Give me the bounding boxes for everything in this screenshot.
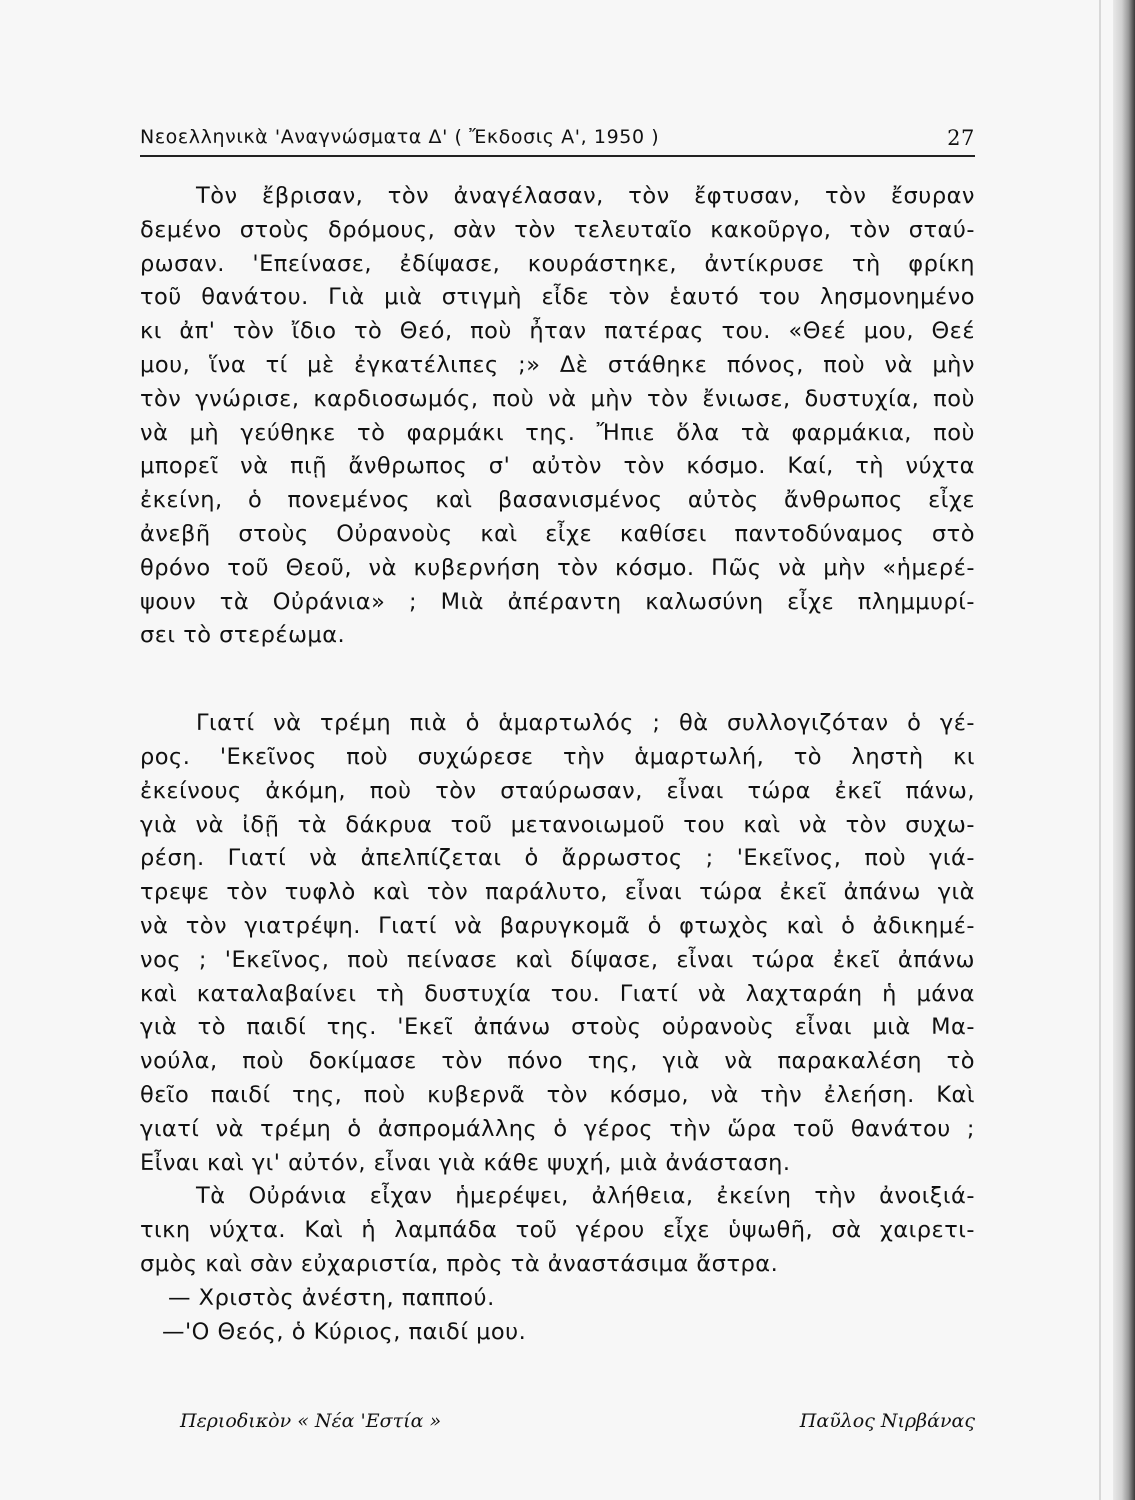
text-line: νούλα, ποὺ δοκίμασε τὸν πόνο της, γιὰ νὰ παρακαλέση τὸ [140, 1048, 975, 1075]
text-line: γιὰ νὰ ἰδῇ τὰ δάκρυα τοῦ μετανοιωμοῦ του καὶ νὰ τὸν συχω- [140, 811, 975, 838]
paragraph-gap [140, 653, 975, 707]
text-line: —'Ο Θεός, ὁ Κύριος, παιδί μου. [162, 1318, 527, 1345]
page-number: 27 [947, 126, 975, 150]
paragraph [140, 1282, 975, 1316]
running-header [140, 126, 975, 156]
paragraph [140, 180, 975, 653]
source-credit: Περιοδικὸν « Νέα 'Εστία » [180, 1410, 442, 1432]
text-line: ρος. 'Εκεῖνος ποὺ συχώρεσε τὴν ἁμαρτωλή, τὸ ληστὴ κι [140, 743, 975, 770]
header-rule [140, 155, 975, 157]
text-line: Γιατί νὰ τρέμη πιὰ ὁ ἁμαρτωλός ; θὰ συλλογιζόταν ὁ γέ- [196, 710, 975, 737]
paragraph [140, 707, 975, 1180]
text-line: ρωσαν. 'Επείνασε, ἐδίψασε, κουράστηκε, ἀντίκρυσε τὴ φρίκη [140, 250, 975, 277]
text-line: ρέση. Γιατί νὰ ἀπελπίζεται ὁ ἄρρωστος ; 'Εκεῖνος, ποὺ γιά- [140, 845, 975, 872]
page-fold-line [1099, 0, 1101, 1500]
text-line: κι ἀπ' τὸν ἴδιο τὸ Θεό, ποὺ ἦταν πατέρας του. «Θεέ μου, Θεέ [140, 318, 975, 345]
footer [140, 1410, 975, 1446]
text-line: γιατί νὰ τρέμη ὁ ἀσπρομάλλης ὁ γέρος τὴν ὥρα τοῦ θανάτου ; [140, 1115, 975, 1142]
text-line: Τὸν ἔβρισαν, τὸν ἀναγέλασαν, τὸν ἔφτυσαν, τὸν ἔσυραν [196, 183, 975, 209]
text-line: γιὰ τὸ παιδί της. 'Εκεῖ ἀπάνω στοὺς οὐρανοὺς εἶναι μιὰ Μα- [140, 1014, 975, 1041]
text-line: τὸν γνώρισε, καρδιοσωμός, ποὺ νὰ μὴν τὸν ἔνιωσε, δυστυχία, ποὺ [140, 385, 975, 412]
text-line: ἐκείνους ἀκόμη, ποὺ τὸν σταύρωσαν, εἶναι τώρα ἐκεῖ πάνω, [140, 777, 975, 804]
text-line: νος ; 'Εκεῖνος, ποὺ πείνασε καὶ δίψασε, εἶναι τώρα ἐκεῖ ἀπάνω [140, 946, 975, 973]
page-edge-shadow [1113, 0, 1135, 1500]
running-title: Νεοελληνικὰ 'Αναγνώσματα Δ' ( Ἔκδοσις Α', 1950 ) [140, 126, 660, 148]
text-line: νὰ μὴ γεύθηκε τὸ φαρμάκι της. Ἤπιε ὅλα τὰ φαρμάκια, ποὺ [140, 419, 975, 446]
text-line: ἀνεβῆ στοὺς Οὐρανοὺς καὶ εἶχε καθίσει παντοδύναμος στὸ [140, 520, 975, 547]
text-line: ἐκείνη, ὁ πονεμένος καὶ βασανισμένος αὐτὸς ἄνθρωπος εἶχε [140, 487, 975, 514]
paragraph [140, 1316, 975, 1350]
text-line: θεῖο παιδί της, ποὺ κυβερνᾶ τὸν κόσμο, νὰ τὴν ἐλεήση. Καὶ [140, 1081, 975, 1108]
text-line: δεμένο στοὺς δρόμους, σὰν τὸν τελευταῖο κακοῦργο, τὸν σταύ- [140, 216, 975, 243]
text-line: Εἶναι καὶ γι' αὐτόν, εἶναι γιὰ κάθε ψυχή, μιὰ ἀνάσταση. [140, 1149, 791, 1176]
text-line: — Χριστὸς ἀνέστη, παππού. [168, 1284, 495, 1311]
text-line: μου, ἵνα τί μὲ ἐγκατέλιπες ;» Δὲ στάθηκε πόνος, ποὺ νὰ μὴν [140, 351, 975, 378]
body-text [140, 180, 975, 1349]
text-line: νὰ τὸν γιατρέψη. Γιατί νὰ βαρυγκομᾶ ὁ φτωχὸς καὶ ὁ ἀδικημέ- [140, 912, 975, 939]
text-line: μπορεῖ νὰ πιῇ ἄνθρωπος σ' αὐτὸν τὸν κόσμο. Καί, τὴ νύχτα [140, 453, 975, 480]
text-line: σει τὸ στερέωμα. [140, 622, 346, 649]
text-line: σμὸς καὶ σὰν εὐχαριστία, πρὸς τὰ ἀναστάσιμα ἄστρα. [140, 1250, 779, 1277]
text-line: τοῦ θανάτου. Γιὰ μιὰ στιγμὴ εἶδε τὸν ἑαυτό του λησμονημένο [140, 284, 975, 311]
text-line: τρεψε τὸν τυφλὸ καὶ τὸν παράλυτο, εἶναι τώρα ἐκεῖ ἀπάνω γιὰ [140, 879, 975, 906]
text-line: Τὰ Οὐράνια εἶχαν ἡμερέψει, ἀλήθεια, ἐκείνη τὴν ἀνοιξιά- [196, 1183, 975, 1210]
text-line: θρόνο τοῦ Θεοῦ, νὰ κυβερνήση τὸν κόσμο. Πῶς νὰ μὴν «ἡμερέ- [140, 554, 975, 581]
text-line: καὶ καταλαβαίνει τὴ δυστυχία του. Γιατί νὰ λαχταράη ἡ μάνα [140, 980, 975, 1007]
text-line: ψουν τὰ Οὐράνια» ; Μιὰ ἀπέραντη καλωσύνη εἶχε πλημμυρί- [140, 588, 975, 615]
paragraph [140, 1180, 975, 1281]
text-line: τικη νύχτα. Καὶ ἡ λαμπάδα τοῦ γέρου εἶχε ὑψωθῆ, σὰ χαιρετι- [140, 1217, 975, 1244]
author-credit: Παῦλος Νιρβάνας [799, 1410, 975, 1432]
